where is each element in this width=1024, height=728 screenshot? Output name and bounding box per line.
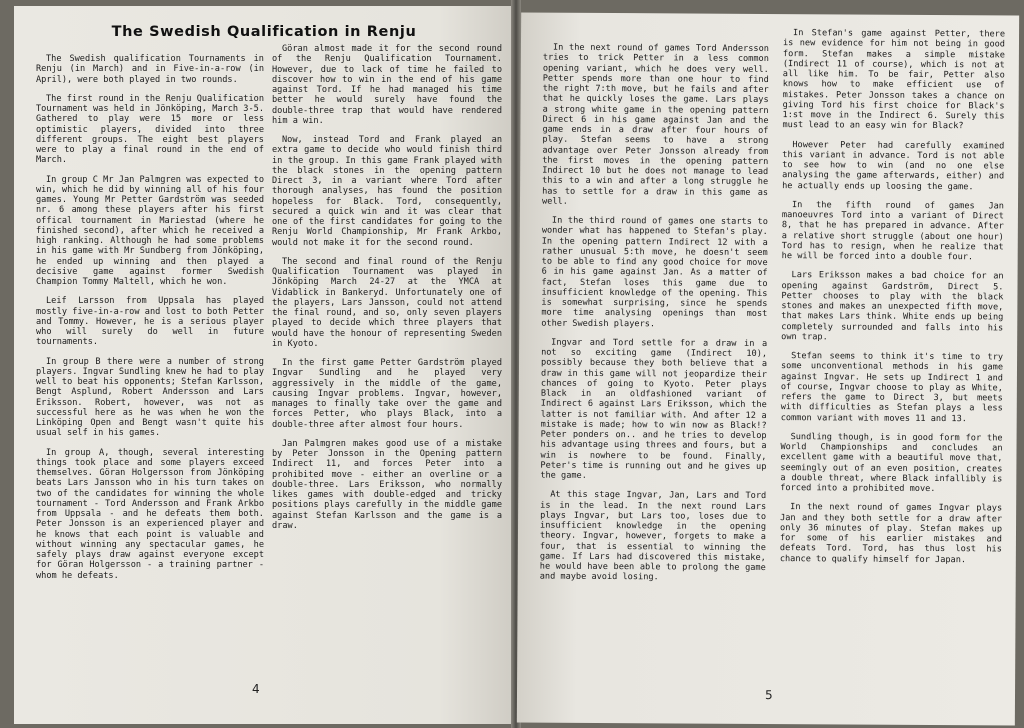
paragraph: In group A, though, several interesting things took place and some players exceed themselves. Göran Holgersson from Jönköping beats Lars Jansson who in his turn takes on two of the candidates for winning the whole tournament - Tord Andersson and Frank Arkbo from Uppsala - and he defeats them both. Peter Jonsson is an experienced player and he knows that each point is valuable and without winning any spectacular games, he safely plays draw against everyone except for Göran Holgersson - a training partner - whom he defeats. (36, 447, 264, 581)
paragraph: The second and final round of the Renju Qualification Tournament was played in Jönköping March 24-27 at the YMCA at Vidablick in Bankeryd. Unfortunately one of the players, Lars Jansson, could not attend the final round, and so, only seven players played to decide which three players that would have the honour of representing Sweden in Kyoto. (272, 256, 502, 349)
paragraph: In the next round of games Tord Andersson tries to trick Petter in a less common opening variant, which he does very well. Petter spends more than one hour to find the right 7:th move, but he fails and after that he quickly loses the game. Lars plays a strong white game in the opening pattern Direct 6 in his game against Jan and the game ends in a draw after four hours of play. Stefan seems to have a strong advantage over Peter Jonsson already from the first moves in the opening pattern Indirect 10 but he does not manage to lead this to a win and after a long struggle he has to settle for a draw in this game as well. (541, 42, 769, 207)
paragraph: Sundling though, is in good form for the World Championships and concludes an excellent game with a beautiful move that, seemingly out of an even position, creates a double threat, where Black infallibly is forced into a prohibited move. (780, 431, 1003, 495)
paragraph: Ingvar and Tord settle for a draw in a not so exciting game (Indirect 10), possibly because they both believe that a draw in this game will not jeopardize their chances of going to Kyoto. Peter plays Black in an oldfashioned variant of Indirect 6 against Lars Eriksson, which the latter is not familiar with. And after 12 a mistake is made; how to win now as Black!? Peter ponders on.. and he tries to develop his advantage using threes and fours, but a win is nowhere to be found. Finally, Peter's time is running out and he gives up the game. (540, 337, 768, 481)
article-title: The Swedish Qualification in Renju (111, 24, 417, 40)
paragraph: However Peter had carefully examined this variant in advance. Tord is not able to see how to win (and no one else analysing the game afterwards, either) and he actually ends up loosing the game. (782, 139, 1005, 192)
paragraph: In the first game Petter Gardström played Ingvar Sundling and he played very aggressively in the middle of the game, causing Ingvar problems. Ingvar, however, manages to finally take over the game and forces Petter, who plays Black, into a double-three after almost four hours. (272, 358, 502, 430)
paragraph: Lars Eriksson makes a bad choice for an opening against Gardström, Direct 5. Petter chooses to play with the black stones and makes an unexpected fifth move, that makes Lars think. White ends up being completely surrounded and falls into his own trap. (781, 270, 1004, 343)
page-number-right: 5 (764, 687, 773, 703)
left-page (14, 6, 514, 724)
page-number-left: 4 (252, 682, 260, 696)
paragraph: In group C Mr Jan Palmgren was expected to win, which he did by winning all of his four games. Young Mr Petter Gardström was seeded nr. 6 among these players after his first offical tournament in Mariestad (where he finished second), after which he received a high ranking. Although he had some problems in his game with Mr Sundberg from Jönköping, he ended up winning and then played a decisive game against former Swedish Champion Tommy Maltell, which he won. (36, 174, 264, 287)
paragraph: In the fifth round of games Jan manoeuvres Tord into a variant of Direct 8, that he has prepared in advance. After a relative short struggle (about one hour) Tord has to resign, when he realize that he will be forced into a double four. (781, 199, 1005, 263)
left-page-column-1 (36, 54, 264, 590)
paragraph: The Swedish qualification Tournaments in Renju (in March) and in Five-in-a-row (in April), were both played in two rounds. (36, 54, 264, 85)
paragraph: In group B there were a number of strong players. Ingvar Sundling knew he had to play well to beat his opponents; Stefan Karlsson, Bengt Asplund, Robert Andersson and Lars Eriksson. Robert, however, was not as successful here as he was when he won the Linköping Open and Bengt wasn't quite his usual self in his games. (36, 356, 264, 439)
paragraph: Leif Larsson from Uppsala has played mostly five-in-a-row and lost to both Petter and Tommy. However, he is a serious player who will surely do well in future tournaments. (36, 296, 264, 348)
paragraph: In Stefan's game against Petter, there is new evidence for him not being in good form. Stefan makes a simple mistake (Indirect 11 of course), which is not at all like him. To be fair, Petter also knows how to make efficient use of mistakes. Peter Jonsson takes a chance on giving Tord his first choice for Black's 1:st move in the Indirect 6. Surely this must lead to an easy win for Black? (782, 28, 1006, 132)
paragraph: In the third round of games one starts to wonder what has happened to Stefan's play. In the opening pattern Indirect 12 with a rather unusual 5:th move, he doesn't seem to be able to find any good choice for move 6 in his game against Jan. As a matter of fact, Stefan loses this game due to insufficient knowledge of the opening. This is somewhat surprising, since he spends more time analysing openings than most other Swedish players. (541, 215, 768, 329)
paragraph: Göran almost made it for the second round of the Renju Qualification Tournament. However, due to lack of time he failed to discover how to win in the end of his game against Tord. If he had managed his time better he would surely have found the double-three trap that would have rendered him a win. (272, 44, 502, 126)
paragraph: Jan Palmgren makes good use of a mistake by Peter Jonsson in the Opening pattern Indirect 11, and forces Peter into a prohibited move - either an overline or a double-three. Lars Eriksson, who normally likes games with double-edged and tricky positions plays carefully in the middle game against Stefan Karlsson and the game is a draw. (272, 438, 502, 531)
right-page-column-2 (780, 28, 1005, 574)
paragraph: Now, instead Tord and Frank played an extra game to decide who would finish third in the group. In this game Frank played with the black stones in the opening pattern Direct 3, in a variant where Tord after thorough analyses, has found the position hopeless for Black. Tord, consequently, secured a quick win and it was clear that one of the first candidates for going to the Renju World Championship, Mr Frank Arkbo, would not make it for the second round. (272, 135, 502, 248)
paragraph: Stefan seems to think it's time to try some unconventional methods in his game against Ingvar. He sets up Indirect 1 and of course, Ingvar choose to play as White, refers the game to Direct 3, but meets with difficulties as Stefan plays a less common variant with moves 11 and 13. (780, 351, 1004, 424)
left-page-column-2 (272, 44, 502, 540)
right-page-column-1 (540, 43, 769, 593)
paragraph: At this stage Ingvar, Jan, Lars and Tord is in the lead. In the next round Lars plays Ingvar, but Lars too, loses due to insufficient knowledge in the opening theory. Ingvar, however, forgets to make a four, that is essential to winning the game. If Lars had discovered this mistake, he would have been able to prolong the game and maybe avoid losing. (539, 489, 767, 583)
paragraph: The first round in the Renju Qualification Tournament was held in Jönköping, March 3-5. Gathered to play were 15 more or less optimistic players, divided into three different groups. The eight best players were to play a final round in the end of March. (36, 93, 264, 166)
right-page (517, 12, 1019, 725)
paragraph: In the next round of games Ingvar plays Jan and they both settle for a draw after only 36 minutes of play. Stefan makes up for some of his earlier mistakes and defeats Tord. Tord, has thus lost his chance to qualify himself for Japan. (779, 502, 1003, 565)
